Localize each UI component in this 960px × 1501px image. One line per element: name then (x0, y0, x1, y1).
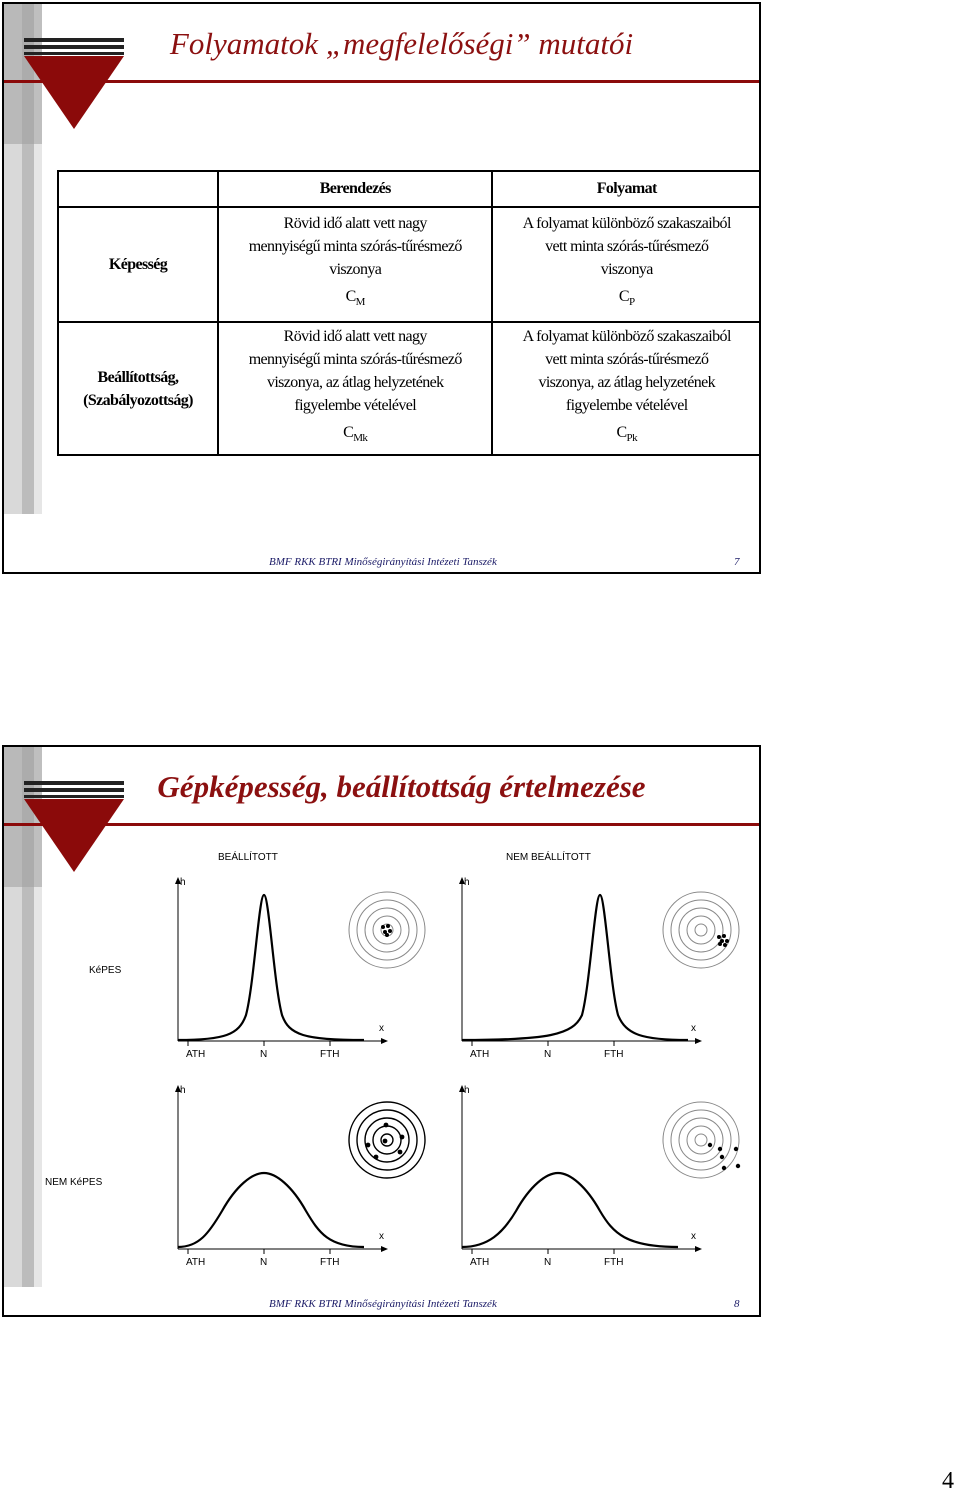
tick-n: N (544, 1257, 552, 1268)
col-header-folyamat: Folyamat (492, 171, 761, 207)
cell-cpk: A folyamat különböző szakaszaiból vett minta szórás-tűrésmező viszonya, az átlag helyzetének figyelembe vételével $C_{Pk}$ (492, 322, 761, 455)
target-icon (346, 889, 428, 971)
tick-ath: ATH (186, 1049, 206, 1060)
axis-label-h: h (464, 1085, 470, 1096)
axis-label-h: h (180, 877, 186, 888)
axis-label-x: x (691, 1231, 696, 1242)
slide-7 (2, 2, 761, 574)
tick-fth: FTH (320, 1049, 340, 1060)
cell-cm: Rövid idő alatt vett nagy mennyiségű minta szórás-tűrésmező viszonya $C_M$ (218, 207, 492, 322)
col-label-nem-beallitott: NEM BEÁLLÍTOTT (506, 852, 591, 863)
row-header-beallitottsag: Beállítottság, (Szabályozottság) (58, 322, 218, 455)
slide-number: 8 (734, 1298, 740, 1310)
slide-footer: BMF RKK BTRI Minőségirányítási Intézeti Tanszék (269, 1298, 497, 1310)
tick-ath: ATH (186, 1257, 206, 1268)
target-icon (346, 1099, 428, 1181)
cell-cp: A folyamat különböző szakaszaiból vett minta szórás-tűrésmező viszonya $C_P$ (492, 207, 761, 322)
row-label-kepes: KéPES (89, 965, 122, 976)
tick-n: N (260, 1049, 268, 1060)
tick-n: N (260, 1257, 268, 1268)
tick-ath: ATH (470, 1257, 490, 1268)
slide-title: Gépképesség, beállítottság értelmezése (157, 769, 646, 804)
title-rule (4, 823, 759, 826)
col-label-beallitott: BEÁLLÍTOTT (218, 852, 278, 863)
axis-label-x: x (379, 1023, 384, 1034)
tick-fth: FTH (320, 1257, 340, 1268)
row-header-kepesseg: Képesség (58, 207, 218, 322)
axis-label-h: h (180, 1085, 186, 1096)
title-rule (4, 80, 759, 83)
cell-cmk: Rövid idő alatt vett nagy mennyiségű minta szórás-tűrésmező viszonya, az átlag helyzetének figyelembe vételével $C_{Mk}$ (218, 322, 492, 455)
axis-label-x: x (379, 1231, 384, 1242)
axis-label-x: x (691, 1023, 696, 1034)
tick-fth: FTH (604, 1257, 624, 1268)
tick-n: N (544, 1049, 552, 1060)
target-icon (660, 1099, 742, 1181)
sheet-page-number: 4 (942, 1468, 954, 1494)
slide-number: 7 (734, 556, 740, 568)
col-header-berendezes: Berendezés (218, 171, 492, 207)
axis-label-h: h (464, 877, 470, 888)
target-icon (660, 889, 742, 971)
tick-ath: ATH (470, 1049, 490, 1060)
slide-title: Folyamatok „megfelelőségi” mutatói (169, 26, 634, 61)
table-corner (58, 171, 218, 207)
tick-fth: FTH (604, 1049, 624, 1060)
row-label-nem-kepes: NEM KéPES (45, 1177, 103, 1188)
slide-footer: BMF RKK BTRI Minőségirányítási Intézeti Tanszék (269, 556, 497, 568)
indicator-table (57, 170, 761, 456)
slide-8 (2, 745, 761, 1317)
decorative-bars (4, 747, 134, 1307)
